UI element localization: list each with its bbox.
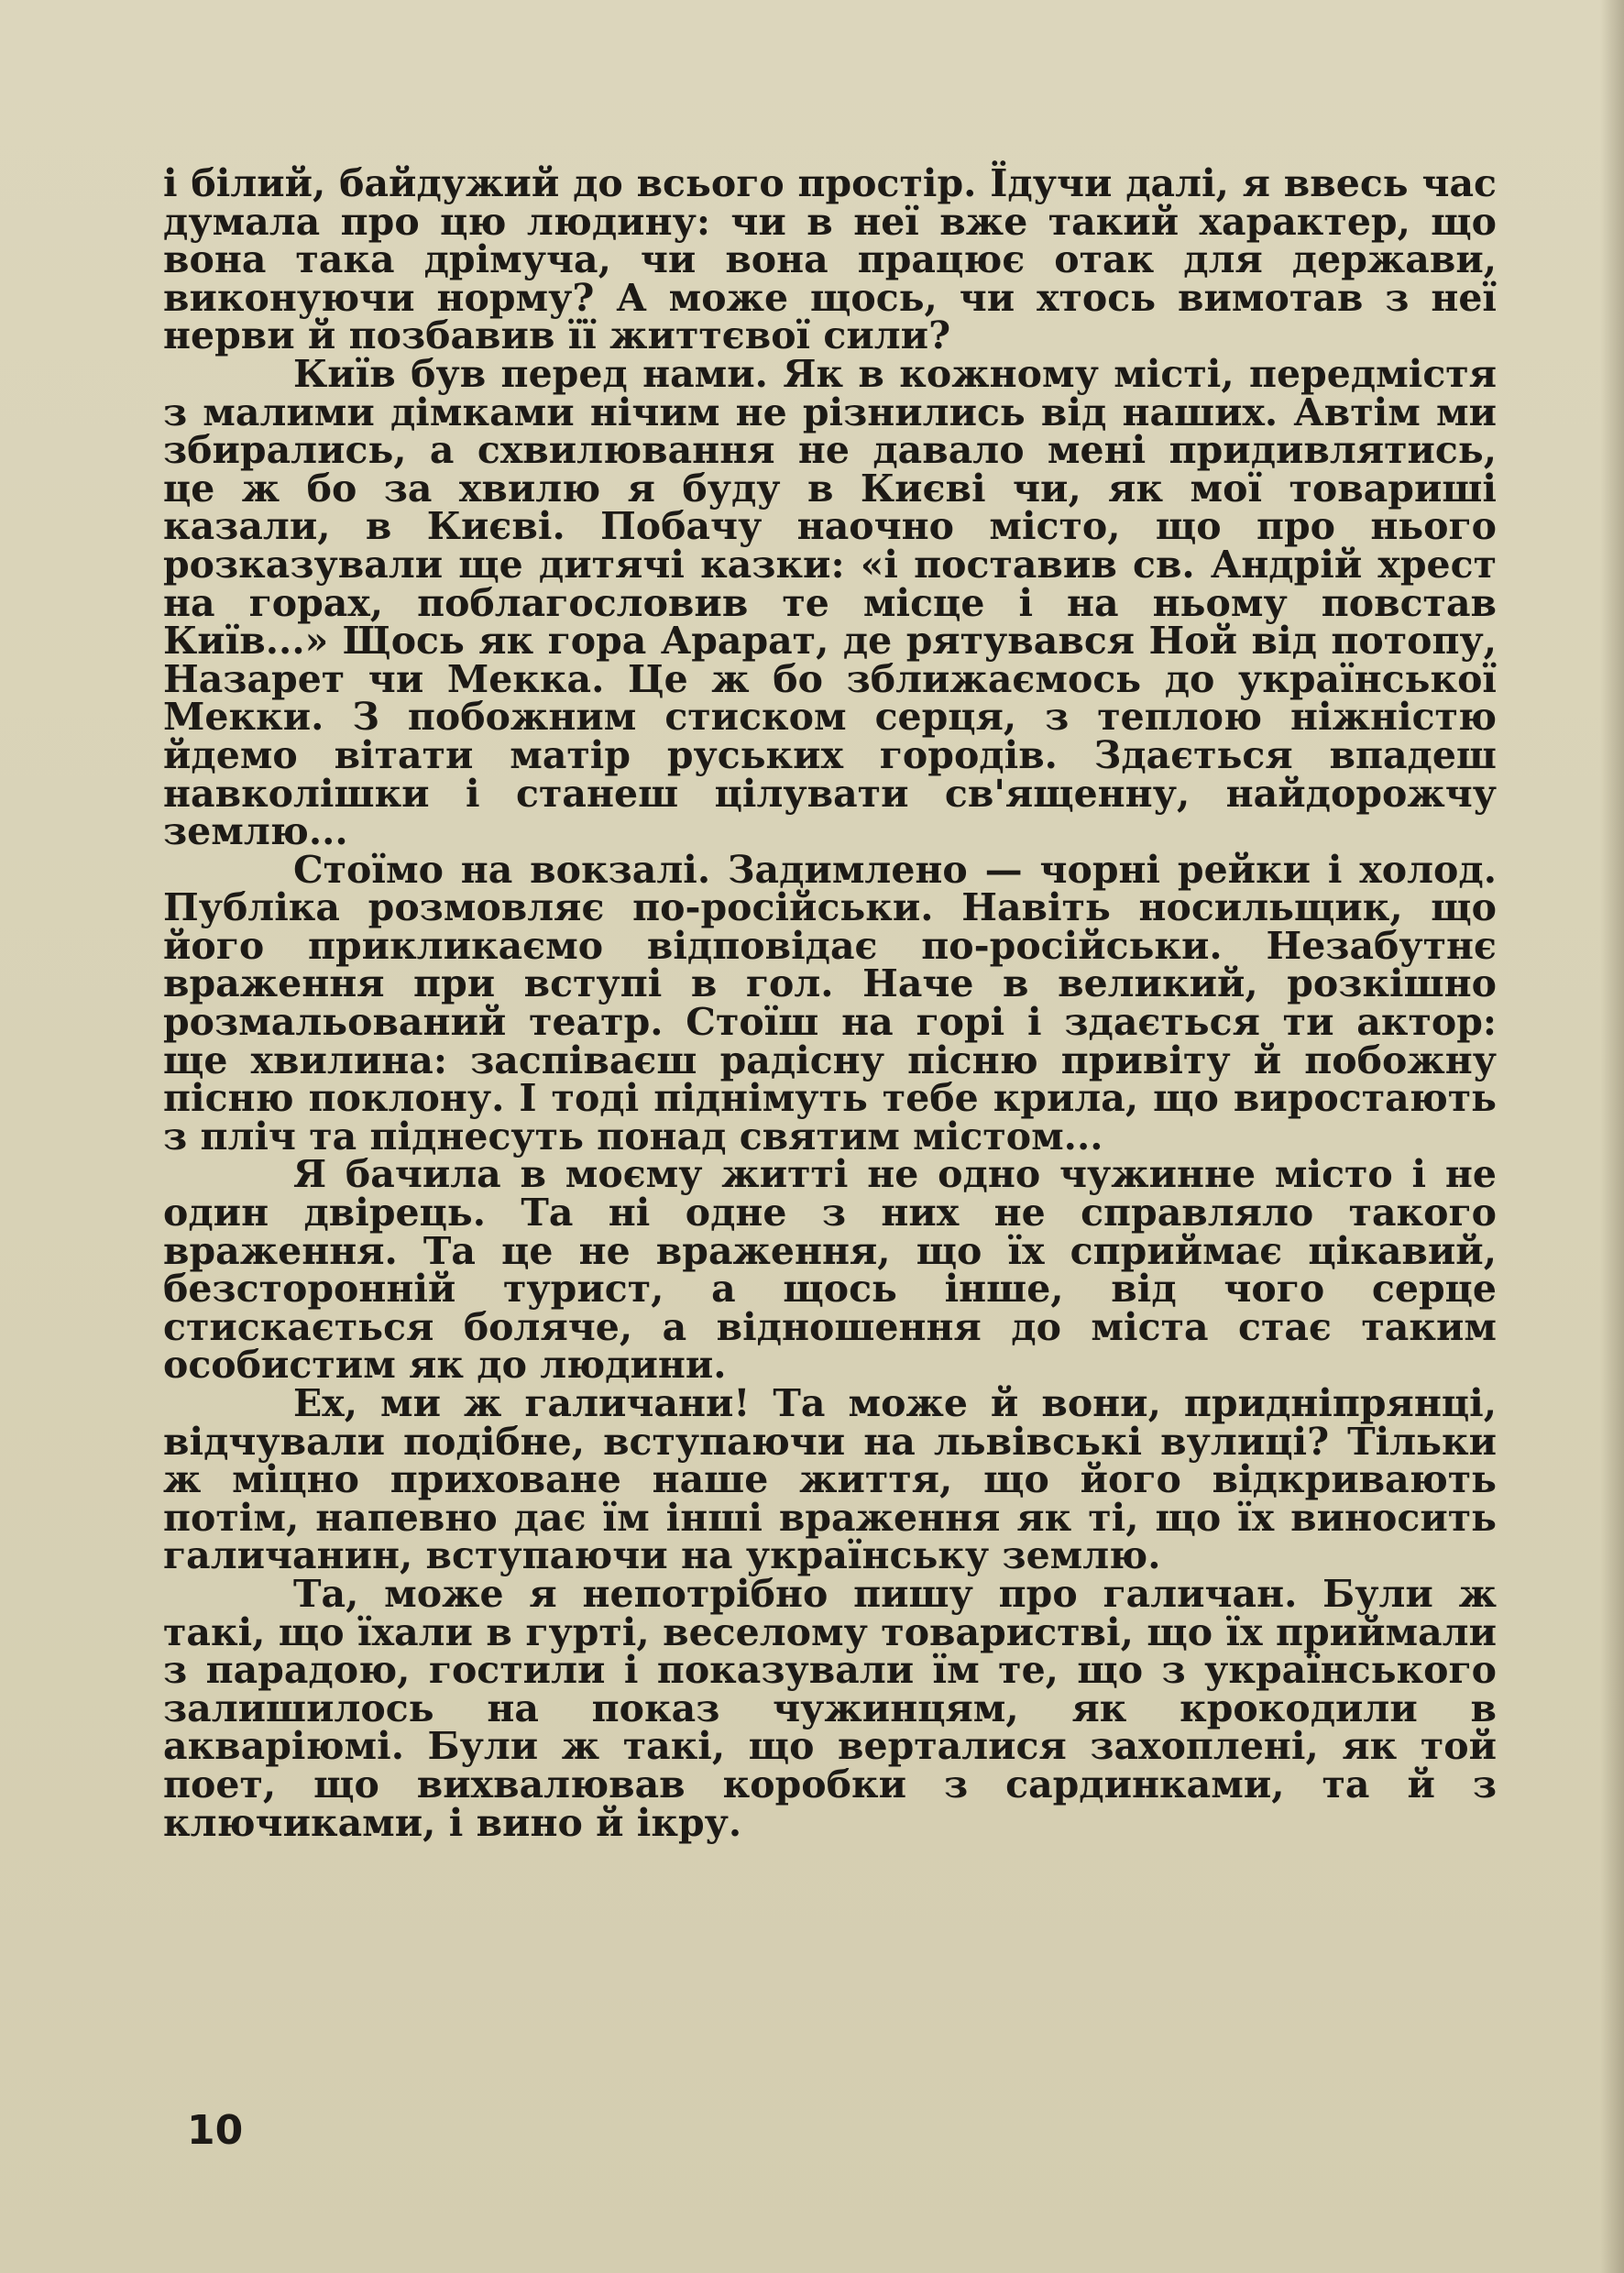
page-number: 10: [187, 2107, 244, 2154]
paragraph-4: Я бачила в моєму житті не одно чужинне місто і не один двірець. Та ні одне з них не справляло такого враження. Та це не враження, що їх сприймає цікавий, безсторонній турист, а щось інше, від чого серце стискається боляче, а відношення до міста стає таким особистим як до людини.: [163, 1152, 1497, 1388]
paragraph-5: Ех, ми ж галичани! Та може й вони, придніпрянці, відчували подібне, вступаючи на львівські вулиці? Тільки ж міцно приховане наше життя, що його відкривають потім, напевно дає їм інші враження як ті, що їх виносить галичанин, вступаючи на українську землю.: [163, 1381, 1497, 1578]
paragraph-3: Стоїмо на вокзалі. Задимлено — чорні рейки і холод. Публіка розмовляє по-російськи. Навіть носильщик, що його прикликаємо відповідає по-російськи. Незабутнє враження при вступі в гол. Наче в великий, розкішно розмальований театр. Стоїш на горі і здається ти актор: ще хвилина: заспіваєш радісну пісню привіту й побожну пісню поклону. І тоді піднімуть тебе крила, що виростають з пліч та піднесуть понад святим містом...: [163, 847, 1497, 1158]
page-text: [163, 161, 1497, 1845]
paragraph-1: і білий, байдужий до всього простір. Їдучи далі, я ввесь час думала про цю людину: чи в неї вже такий характер, що вона така дрімуча, чи вона працює отак для держави, виконуючи норму? А може щось, чи хтось вимотав з неї нерви й позбавив її життєвої сили?: [163, 161, 1497, 358]
paragraph-2: Київ був перед нами. Як в кожному місті, передмістя з малими дімками нічим не різнились від наших. Автім ми збирались, а схвилювання не давало мені придивлятись, це ж бо за хвилю я буду в Києві чи, як мої товариші казали, в Києві. Побачу наочно місто, що про нього розказували ще дитячі казки: «і поставив св. Андрій хрест на горах, поблагословив те місце і на ньому повстав Київ...» Щось як гора Арарат, де рятувався Ной від потопу, Назарет чи Мекка. Це ж бо зближаємось до української Мекки. З побожним стиском серця, з теплою ніжністю йдемо вітати матір руських городів. Здається впадеш навколішки і станеш цілувати св'ященну, найдорожчу землю...: [163, 351, 1497, 854]
paragraph-6: Та, може я непотрібно пишу про галичан. Були ж такі, що їхали в гурті, веселому товаристві, що їх приймали з парадою, гостили і показували їм те, що з українського залишилось на показ чужинцям, як крокодили в акваріюмі. Були ж такі, що верталися захоплені, як той поет, що вихвалював коробки з сардинками, та й з ключиками, і вино й ікру.: [163, 1571, 1497, 1845]
